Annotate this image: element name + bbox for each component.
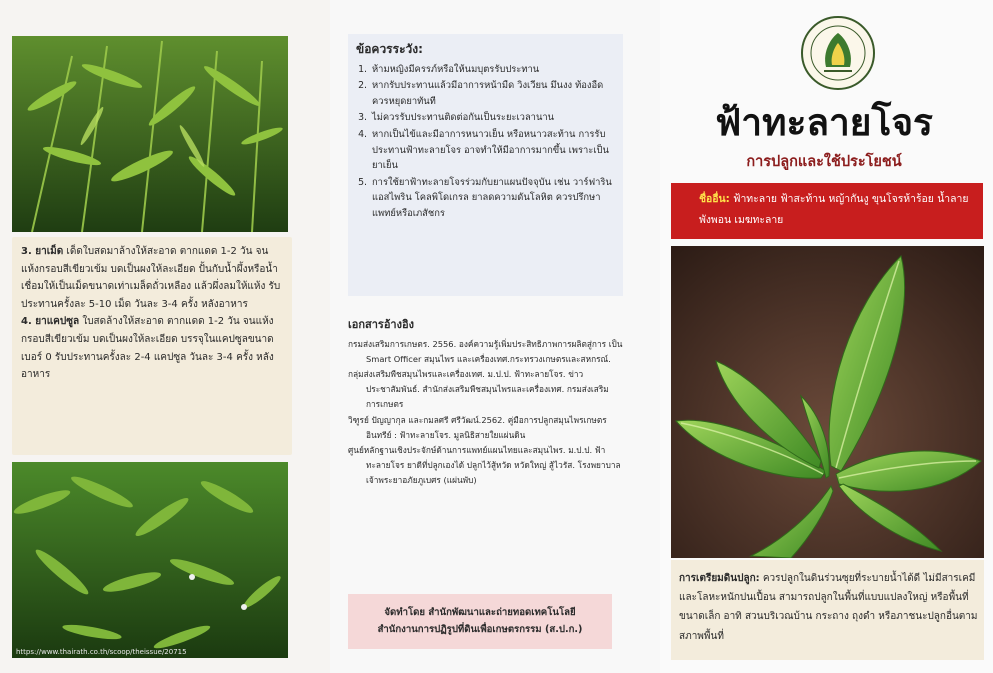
photo-credit: https://www.thairath.co.th/scoop/theissue/20715: [16, 648, 187, 656]
agency-seal-logo: [800, 15, 876, 91]
dosage-forms-box: [12, 237, 292, 455]
pill-instructions: [21, 243, 286, 313]
reference-entry: ศูนย์หลักฐานเชิงประจักษ์ด้านการแพทย์แผนไทยและสมุนไพร. ม.ป.ป. ฟ้าทะลายโจร ยาดีที่ปลูกเองได้ ปลูกไว้สู้หวัด หวัดใหญ่ สู้ไวรัส. โรงพยาบาลเจ้าพระยาอภัยภูเบศร (แผ่นพับ): [348, 445, 621, 485]
capsule-heading: 4. ยาแคปซูล: [21, 316, 80, 328]
cautions-box: [348, 34, 623, 296]
caution-item: 1. ห้ามหญิงมีครรภ์หรือให้นมบุตรรับประทาน: [370, 62, 615, 78]
caution-item: 4. หากเป็นไข้และมีอาการหนาวเย็น หรือหนาวสะท้าน การรับประทานฟ้าทะลายโจร อาจทำให้มีอาการมากขึ้น เพราะเป็นยาเย็น: [370, 127, 615, 174]
producer-line-1: จัดทำโดย สำนักพัฒนาและถ่ายทอดเทคโนโลยี: [384, 607, 576, 618]
alt-names-label: ชื่ออื่น:: [699, 193, 730, 205]
plant-photo-bottom: [12, 462, 288, 658]
producer-box: [348, 594, 612, 649]
references-section: [348, 318, 624, 489]
cautions-list: [356, 62, 615, 222]
producer-line-2: สำนักงานการปฏิรูปที่ดินเพื่อเกษตรกรรม (ส.ป.ก.): [377, 624, 583, 635]
alt-names-text: ฟ้าทะลาย ฟ้าสะท้าน หญ้ากันงู ขุนโจรห้าร้อย น้ำลายพังพอน เมฆทะลาย: [699, 193, 969, 226]
reference-entry: กลุ่มส่งเสริมพืชสมุนไพรและเครื่องเทศ. ม.ป.ป. ฟ้าทะลายโจร. ข่าวประชาสัมพันธ์. สำนักส่งเสริมพืชสมุนไพรและเครื่องเทศ. กรมส่งเสริมการเกษตร: [348, 369, 609, 409]
caution-item: 5. การใช้ยาฟ้าทะลายโจรร่วมกับยาแผนปัจจุบัน เช่น วาร์ฟาริน แอสไพริน โคลพิโดเกรล ยาลดความดันโลหิต ควรปรึกษาแพทย์หรือเภสัชกร: [370, 175, 615, 222]
pill-heading: 3. ยาเม็ด: [21, 246, 64, 257]
cautions-title: ข้อควรระวัง:: [356, 42, 423, 56]
reference-entry: วิฑูรย์ ปัญญากุล และกมลศรี ศรีวัฒน์.2562. คู่มือการปลูกสมุนไพรเกษตรอินทรีย์ : ฟ้าทะลายโจร. มูลนิธิสายใยแผ่นดิน: [348, 414, 607, 440]
plant-photo-main: [671, 246, 984, 558]
soil-prep-label: การเตรียมดินปลูก:: [679, 573, 760, 584]
references-title: เอกสารอ้างอิง: [348, 318, 414, 331]
caution-item: 3. ไม่ควรรับประทานติดต่อกันเป็นระยะเวลานาน: [370, 110, 615, 126]
alt-names-banner: [671, 183, 983, 239]
brochure-title: ฟ้าทะลายโจร: [715, 101, 933, 144]
reference-entry: กรมส่งเสริมการเกษตร. 2556. องค์ความรู้เพิ่มประสิทธิภาพการผลิตสู่การ เป็น Smart Officer สมุนไพร และเครื่องเทศ.กระทรวงเกษตรและสหกรณ์.: [348, 338, 623, 364]
caution-item: 2. หากรับประทานแล้วมีอาการหน้ามืด วิงเวียน มึนงง ท้องอืด ควรหยุดยาทันที: [370, 78, 615, 109]
capsule-text: ใบสดล้างให้สะอาด ตากแดด 1-2 วัน จนแห้งกรอบสีเขียวเข้ม บดเป็นผงให้ละเอียด บรรจุในแคปซูลขนาดเบอร์ 0 รับประทานครั้งละ 2-4 แคปซูล วันละ 3-4 ครั้ง หลังอาหาร: [21, 316, 274, 381]
pill-text: เด็ดใบสดมาล้างให้สะอาด ตากแดด 1-2 วัน จนแห้งกรอบสีเขียวเข้ม บดเป็นผงให้ละเอียด ปั้นกับน้ำผึ้งหรือน้ำเชื่อมให้เป็นเม็ดขนาดเท่าเมล็ดถั่วเหลือง แล้วผึ่งลมให้แห้ง รับประทานครั้งละ 5-10 เม็ด วันละ 3-4 ครั้ง หลังอาหาร: [21, 246, 281, 310]
soil-preparation-box: [671, 560, 984, 660]
brochure-subtitle: การปลูกและใช้ประโยชน์: [746, 154, 902, 170]
soil-prep-text: ควรปลูกในดินร่วนซุยที่ระบายน้ำได้ดี ไม่มีสารเคมีและโลหะหนักปนเปื้อน สามารถปลูกในพื้นที่แบบแปลงใหญ่ หรือพื้นที่ขนาดเล็ก อาทิ สวนบริเวณบ้าน กระถาง ถุงดำ หรือภาชนะปลูกอื่นตามสภาพพื้นที่: [679, 573, 978, 642]
plant-photo-top: [12, 36, 288, 232]
capsule-instructions: [21, 313, 286, 383]
